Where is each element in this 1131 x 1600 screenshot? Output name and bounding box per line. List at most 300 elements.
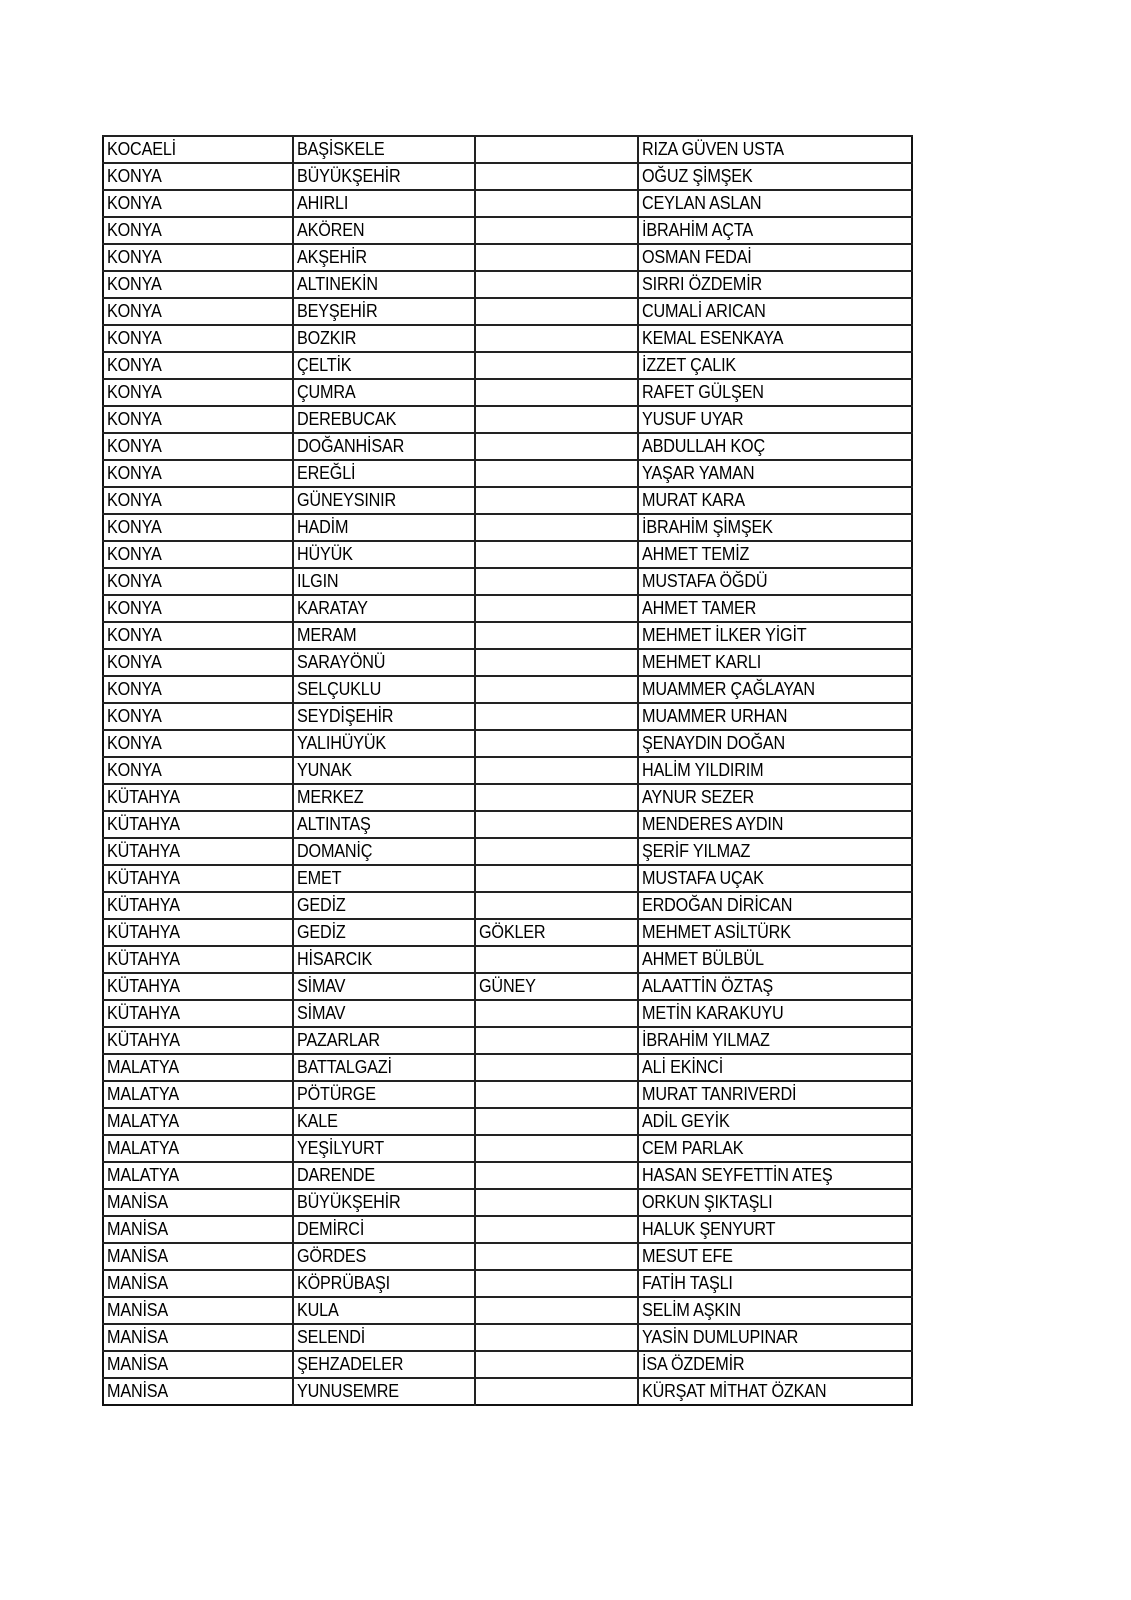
- table-row: [103, 865, 912, 892]
- candidate-name-cell-text: AYNUR SEZER: [642, 787, 755, 807]
- candidate-name-cell-text: RIZA GÜVEN USTA: [642, 139, 784, 159]
- sub-district-cell: [475, 244, 638, 271]
- province-cell: [103, 1000, 293, 1027]
- candidate-name-cell: [638, 595, 912, 622]
- province-cell-text: KONYA: [107, 409, 162, 429]
- district-cell-text: HİSARCIK: [297, 949, 373, 969]
- province-cell-text: KÜTAHYA: [107, 841, 180, 861]
- table-row: [103, 352, 912, 379]
- sub-district-cell: [475, 703, 638, 730]
- district-cell-text: KALE: [297, 1111, 338, 1131]
- sub-district-cell: [475, 568, 638, 595]
- table-row: [103, 730, 912, 757]
- candidate-name-cell: [638, 1135, 912, 1162]
- district-cell-text: GÖRDES: [297, 1246, 367, 1266]
- district-cell: [293, 433, 475, 460]
- district-cell-text: DEREBUCAK: [297, 409, 397, 429]
- candidate-name-cell-text: CEM PARLAK: [642, 1138, 744, 1158]
- province-cell: [103, 676, 293, 703]
- candidate-name-cell: [638, 919, 912, 946]
- district-cell: [293, 676, 475, 703]
- district-cell: [293, 379, 475, 406]
- sub-district-cell: [475, 1108, 638, 1135]
- candidate-name-cell-text: ŞENAYDIN DOĞAN: [642, 733, 786, 753]
- candidate-name-cell-text: MUSTAFA UÇAK: [642, 868, 764, 888]
- sub-district-cell-text: GÜNEY: [479, 976, 536, 996]
- candidate-table: [102, 135, 913, 1406]
- district-cell: [293, 1054, 475, 1081]
- candidate-name-cell-text: ŞERİF YILMAZ: [642, 841, 751, 861]
- table-row: [103, 649, 912, 676]
- province-cell-text: KÜTAHYA: [107, 787, 180, 807]
- province-cell-text: KÜTAHYA: [107, 949, 180, 969]
- province-cell-text: KÜTAHYA: [107, 976, 180, 996]
- table-row: [103, 379, 912, 406]
- district-cell: [293, 1135, 475, 1162]
- table-row: [103, 460, 912, 487]
- candidate-name-cell: [638, 136, 912, 163]
- province-cell-text: MANİSA: [107, 1354, 169, 1374]
- sub-district-cell: [475, 1243, 638, 1270]
- sub-district-cell: [475, 1297, 638, 1324]
- table-row: [103, 1000, 912, 1027]
- candidate-name-cell-text: SELİM AŞKIN: [642, 1300, 741, 1320]
- table-row: [103, 1378, 912, 1405]
- district-cell-text: BÜYÜKŞEHİR: [297, 1192, 401, 1212]
- candidate-name-cell-text: HASAN SEYFETTİN ATEŞ: [642, 1165, 833, 1185]
- table-row: [103, 703, 912, 730]
- district-cell-text: GÜNEYSINIR: [297, 490, 397, 510]
- candidate-name-cell-text: AHMET BÜLBÜL: [642, 949, 764, 969]
- district-cell: [293, 595, 475, 622]
- candidate-name-cell-text: OĞUZ ŞİMŞEK: [642, 166, 753, 186]
- table-row: [103, 784, 912, 811]
- candidate-name-cell-text: OSMAN FEDAİ: [642, 247, 752, 267]
- district-cell: [293, 1027, 475, 1054]
- province-cell: [103, 217, 293, 244]
- district-cell: [293, 1270, 475, 1297]
- province-cell: [103, 406, 293, 433]
- district-cell-text: BEYŞEHİR: [297, 301, 378, 321]
- district-cell-text: BAŞİSKELE: [297, 139, 385, 159]
- candidate-name-cell-text: YASİN DUMLUPINAR: [642, 1327, 799, 1347]
- sub-district-cell: [475, 865, 638, 892]
- candidate-name-cell-text: KEMAL ESENKAYA: [642, 328, 784, 348]
- candidate-name-cell-text: SIRRI ÖZDEMİR: [642, 274, 763, 294]
- sub-district-cell: [475, 1351, 638, 1378]
- candidate-name-cell: [638, 946, 912, 973]
- district-cell-text: SİMAV: [297, 1003, 346, 1023]
- province-cell: [103, 1162, 293, 1189]
- province-cell-text: MANİSA: [107, 1300, 169, 1320]
- sub-district-cell: [475, 1081, 638, 1108]
- candidate-name-cell: [638, 487, 912, 514]
- table-row: [103, 973, 912, 1000]
- district-cell-text: SELÇUKLU: [297, 679, 382, 699]
- province-cell-text: KONYA: [107, 598, 162, 618]
- province-cell: [103, 460, 293, 487]
- district-cell-text: SARAYÖNÜ: [297, 652, 386, 672]
- district-cell: [293, 919, 475, 946]
- candidate-name-cell: [638, 406, 912, 433]
- table-row: [103, 568, 912, 595]
- sub-district-cell: [475, 622, 638, 649]
- district-cell: [293, 190, 475, 217]
- candidate-name-cell: [638, 811, 912, 838]
- sub-district-cell: [475, 1054, 638, 1081]
- district-cell-text: BÜYÜKŞEHİR: [297, 166, 401, 186]
- candidate-name-cell-text: ABDULLAH KOÇ: [642, 436, 765, 456]
- candidate-name-cell-text: RAFET GÜLŞEN: [642, 382, 764, 402]
- province-cell: [103, 136, 293, 163]
- candidate-name-cell: [638, 379, 912, 406]
- candidate-name-cell: [638, 838, 912, 865]
- candidate-name-cell: [638, 217, 912, 244]
- province-cell-text: KONYA: [107, 490, 162, 510]
- district-cell-text: EREĞLİ: [297, 463, 356, 483]
- province-cell-text: MALATYA: [107, 1111, 179, 1131]
- province-cell-text: KONYA: [107, 544, 162, 564]
- province-cell: [103, 244, 293, 271]
- candidate-name-cell-text: ERDOĞAN DİRİCAN: [642, 895, 793, 915]
- candidate-name-cell: [638, 433, 912, 460]
- district-cell: [293, 973, 475, 1000]
- district-cell-text: DOMANİÇ: [297, 841, 373, 861]
- district-cell-text: BATTALGAZİ: [297, 1057, 392, 1077]
- province-cell-text: KONYA: [107, 625, 162, 645]
- table-row: [103, 1108, 912, 1135]
- candidate-name-cell: [638, 190, 912, 217]
- province-cell-text: KOCAELİ: [107, 139, 176, 159]
- table-row: [103, 811, 912, 838]
- candidate-name-cell: [638, 1378, 912, 1405]
- sub-district-cell: [475, 676, 638, 703]
- sub-district-cell: [475, 325, 638, 352]
- sub-district-cell: [475, 406, 638, 433]
- district-cell: [293, 406, 475, 433]
- sub-district-cell: [475, 1189, 638, 1216]
- district-cell-text: PÖTÜRGE: [297, 1084, 376, 1104]
- district-cell: [293, 865, 475, 892]
- province-cell: [103, 892, 293, 919]
- table-row: [103, 298, 912, 325]
- candidate-name-cell: [638, 1270, 912, 1297]
- table-row: [103, 919, 912, 946]
- province-cell-text: KONYA: [107, 463, 162, 483]
- table-row: [103, 1216, 912, 1243]
- candidate-name-cell-text: CUMALİ ARICAN: [642, 301, 766, 321]
- sub-district-cell: [475, 163, 638, 190]
- district-cell: [293, 1378, 475, 1405]
- district-cell-text: MERKEZ: [297, 787, 364, 807]
- table-row: [103, 946, 912, 973]
- province-cell-text: KONYA: [107, 436, 162, 456]
- candidate-name-cell-text: KÜRŞAT MİTHAT ÖZKAN: [642, 1381, 827, 1401]
- province-cell: [103, 1351, 293, 1378]
- province-cell: [103, 190, 293, 217]
- sub-district-cell: [475, 1162, 638, 1189]
- candidate-name-cell-text: MUSTAFA ÖĞDÜ: [642, 571, 768, 591]
- candidate-name-cell: [638, 676, 912, 703]
- candidate-table-body: [103, 136, 912, 1405]
- district-cell-text: SEYDİŞEHİR: [297, 706, 394, 726]
- sub-district-cell: [475, 1135, 638, 1162]
- sub-district-cell: [475, 946, 638, 973]
- province-cell-text: MALATYA: [107, 1084, 179, 1104]
- province-cell: [103, 1324, 293, 1351]
- province-cell: [103, 730, 293, 757]
- province-cell: [103, 352, 293, 379]
- district-cell-text: KULA: [297, 1300, 339, 1320]
- sub-district-cell: [475, 973, 638, 1000]
- candidate-name-cell-text: İBRAHİM ŞİMŞEK: [642, 517, 773, 537]
- table-row: [103, 1081, 912, 1108]
- table-row: [103, 190, 912, 217]
- candidate-name-cell: [638, 163, 912, 190]
- table-row: [103, 541, 912, 568]
- sub-district-cell: [475, 514, 638, 541]
- district-cell: [293, 1000, 475, 1027]
- sub-district-cell-text: GÖKLER: [479, 922, 546, 942]
- district-cell: [293, 136, 475, 163]
- table-row: [103, 595, 912, 622]
- candidate-name-cell-text: AHMET TAMER: [642, 598, 757, 618]
- sub-district-cell: [475, 811, 638, 838]
- district-cell-text: ALTINEKİN: [297, 274, 378, 294]
- table-row: [103, 1297, 912, 1324]
- candidate-name-cell: [638, 541, 912, 568]
- candidate-name-cell: [638, 865, 912, 892]
- province-cell: [103, 433, 293, 460]
- sub-district-cell: [475, 433, 638, 460]
- province-cell: [103, 1378, 293, 1405]
- district-cell: [293, 730, 475, 757]
- district-cell: [293, 541, 475, 568]
- sub-district-cell: [475, 352, 638, 379]
- province-cell-text: KONYA: [107, 706, 162, 726]
- province-cell: [103, 1135, 293, 1162]
- province-cell-text: KONYA: [107, 193, 162, 213]
- sub-district-cell: [475, 217, 638, 244]
- sub-district-cell: [475, 1270, 638, 1297]
- candidate-name-cell: [638, 352, 912, 379]
- candidate-name-cell-text: ALİ EKİNCİ: [642, 1057, 724, 1077]
- candidate-name-cell-text: YUSUF UYAR: [642, 409, 744, 429]
- province-cell: [103, 784, 293, 811]
- province-cell-text: KONYA: [107, 679, 162, 699]
- candidate-name-cell: [638, 703, 912, 730]
- province-cell-text: KONYA: [107, 220, 162, 240]
- province-cell: [103, 1270, 293, 1297]
- province-cell: [103, 325, 293, 352]
- province-cell-text: MALATYA: [107, 1138, 179, 1158]
- province-cell-text: KÜTAHYA: [107, 1003, 180, 1023]
- district-cell: [293, 1108, 475, 1135]
- district-cell: [293, 460, 475, 487]
- candidate-name-cell-text: MESUT EFE: [642, 1246, 733, 1266]
- candidate-name-cell-text: İSA ÖZDEMİR: [642, 1354, 745, 1374]
- candidate-name-cell: [638, 1108, 912, 1135]
- sub-district-cell: [475, 649, 638, 676]
- candidate-name-cell-text: ADİL GEYİK: [642, 1111, 730, 1131]
- province-cell: [103, 838, 293, 865]
- province-cell: [103, 163, 293, 190]
- candidate-name-cell: [638, 784, 912, 811]
- district-cell-text: HÜYÜK: [297, 544, 353, 564]
- district-cell-text: GEDİZ: [297, 922, 346, 942]
- district-cell-text: BOZKIR: [297, 328, 357, 348]
- province-cell: [103, 622, 293, 649]
- sub-district-cell: [475, 595, 638, 622]
- candidate-name-cell: [638, 649, 912, 676]
- sub-district-cell: [475, 379, 638, 406]
- district-cell: [293, 1162, 475, 1189]
- district-cell: [293, 703, 475, 730]
- district-cell-text: PAZARLAR: [297, 1030, 380, 1050]
- province-cell-text: KONYA: [107, 382, 162, 402]
- sub-district-cell: [475, 730, 638, 757]
- district-cell-text: KARATAY: [297, 598, 368, 618]
- province-cell: [103, 271, 293, 298]
- candidate-name-cell: [638, 892, 912, 919]
- candidate-name-cell: [638, 568, 912, 595]
- table-row: [103, 1189, 912, 1216]
- table-row: [103, 163, 912, 190]
- table-row: [103, 838, 912, 865]
- table-row: [103, 1324, 912, 1351]
- table-row: [103, 1054, 912, 1081]
- province-cell-text: MANİSA: [107, 1381, 169, 1401]
- table-row: [103, 1135, 912, 1162]
- district-cell-text: ÇELTİK: [297, 355, 352, 375]
- candidate-name-cell: [638, 460, 912, 487]
- candidate-name-cell-text: CEYLAN ASLAN: [642, 193, 762, 213]
- province-cell: [103, 1189, 293, 1216]
- district-cell: [293, 217, 475, 244]
- district-cell-text: DOĞANHİSAR: [297, 436, 405, 456]
- district-cell: [293, 298, 475, 325]
- table-row: [103, 244, 912, 271]
- sub-district-cell: [475, 271, 638, 298]
- district-cell: [293, 1297, 475, 1324]
- candidate-name-cell-text: ALAATTİN ÖZTAŞ: [642, 976, 774, 996]
- candidate-name-cell-text: İZZET ÇALIK: [642, 355, 737, 375]
- candidate-name-cell: [638, 1162, 912, 1189]
- province-cell: [103, 1216, 293, 1243]
- district-cell-text: ILGIN: [297, 571, 339, 591]
- province-cell: [103, 541, 293, 568]
- province-cell: [103, 514, 293, 541]
- candidate-name-cell-text: MUAMMER ÇAĞLAYAN: [642, 679, 815, 699]
- province-cell-text: KONYA: [107, 274, 162, 294]
- province-cell: [103, 379, 293, 406]
- province-cell: [103, 703, 293, 730]
- table-row: [103, 1270, 912, 1297]
- district-cell-text: AHIRLI: [297, 193, 349, 213]
- province-cell: [103, 1108, 293, 1135]
- district-cell-text: DEMİRCİ: [297, 1219, 365, 1239]
- sub-district-cell: [475, 1324, 638, 1351]
- district-cell-text: YUNAK: [297, 760, 352, 780]
- table-row: [103, 757, 912, 784]
- table-row: [103, 514, 912, 541]
- candidate-name-cell: [638, 622, 912, 649]
- province-cell: [103, 487, 293, 514]
- sub-district-cell: [475, 892, 638, 919]
- candidate-name-cell: [638, 730, 912, 757]
- candidate-name-cell-text: MURAT TANRIVERDİ: [642, 1084, 797, 1104]
- sub-district-cell: [475, 1216, 638, 1243]
- candidate-name-cell-text: MURAT KARA: [642, 490, 745, 510]
- district-cell-text: MERAM: [297, 625, 357, 645]
- candidate-name-cell-text: HALİM YILDIRIM: [642, 760, 764, 780]
- district-cell: [293, 811, 475, 838]
- sub-district-cell: [475, 298, 638, 325]
- province-cell: [103, 1054, 293, 1081]
- candidate-name-cell: [638, 298, 912, 325]
- candidate-name-cell: [638, 1189, 912, 1216]
- table-row: [103, 433, 912, 460]
- table-row: [103, 325, 912, 352]
- district-cell: [293, 838, 475, 865]
- candidate-name-cell-text: METİN KARAKUYU: [642, 1003, 784, 1023]
- province-cell: [103, 865, 293, 892]
- candidate-name-cell-text: İBRAHİM AÇTA: [642, 220, 753, 240]
- province-cell-text: KONYA: [107, 328, 162, 348]
- sub-district-cell: [475, 190, 638, 217]
- province-cell: [103, 649, 293, 676]
- sub-district-cell: [475, 136, 638, 163]
- candidate-name-cell-text: MEHMET ASİLTÜRK: [642, 922, 791, 942]
- candidate-name-cell-text: FATİH TAŞLI: [642, 1273, 733, 1293]
- province-cell-text: KÜTAHYA: [107, 814, 180, 834]
- district-cell: [293, 487, 475, 514]
- candidate-name-cell: [638, 244, 912, 271]
- table-row: [103, 892, 912, 919]
- district-cell-text: KÖPRÜBAŞI: [297, 1273, 390, 1293]
- sub-district-cell: [475, 541, 638, 568]
- province-cell-text: MANİSA: [107, 1219, 169, 1239]
- table-row: [103, 136, 912, 163]
- province-cell-text: KONYA: [107, 247, 162, 267]
- candidate-name-cell: [638, 1081, 912, 1108]
- district-cell: [293, 784, 475, 811]
- table-row: [103, 1027, 912, 1054]
- sub-district-cell: [475, 919, 638, 946]
- candidate-name-cell-text: MENDERES AYDIN: [642, 814, 784, 834]
- province-cell-text: KONYA: [107, 733, 162, 753]
- candidate-name-cell-text: İBRAHİM YILMAZ: [642, 1030, 770, 1050]
- candidate-name-cell: [638, 1243, 912, 1270]
- district-cell: [293, 568, 475, 595]
- province-cell-text: KÜTAHYA: [107, 922, 180, 942]
- table-row: [103, 406, 912, 433]
- province-cell: [103, 1243, 293, 1270]
- sub-district-cell: [475, 757, 638, 784]
- district-cell: [293, 892, 475, 919]
- candidate-name-cell-text: MEHMET İLKER YİGİT: [642, 625, 807, 645]
- candidate-name-cell: [638, 514, 912, 541]
- candidate-name-cell: [638, 757, 912, 784]
- candidate-name-cell: [638, 1000, 912, 1027]
- district-cell-text: AKŞEHİR: [297, 247, 367, 267]
- district-cell: [293, 1243, 475, 1270]
- province-cell-text: KONYA: [107, 301, 162, 321]
- province-cell-text: MANİSA: [107, 1327, 169, 1347]
- district-cell-text: DARENDE: [297, 1165, 375, 1185]
- province-cell-text: KONYA: [107, 760, 162, 780]
- district-cell: [293, 271, 475, 298]
